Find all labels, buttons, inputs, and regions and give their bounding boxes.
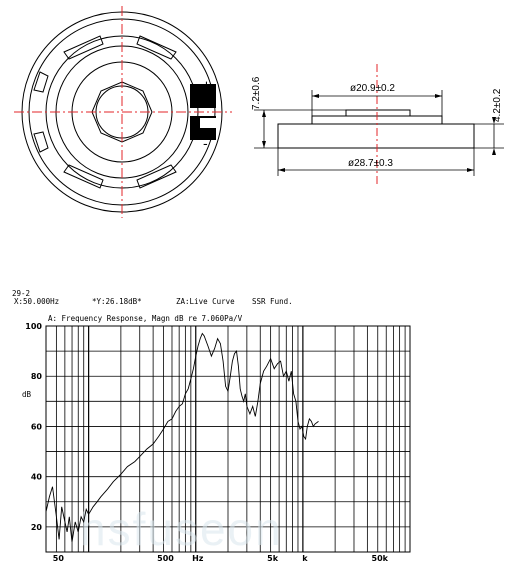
dim-top-diameter: ø20.9±0.2 [350, 83, 395, 94]
y-tick-label: 60 [30, 422, 42, 432]
y-unit-label: dB [22, 390, 32, 399]
terminal-plus-label: + [201, 79, 212, 94]
x-tick-label: 500 [157, 554, 174, 563]
y-tick-label: 100 [25, 322, 42, 331]
graph-title: A: Frequency Response, Magn dB re 7.060Pa/V [48, 314, 243, 323]
cursor-x-readout: X:50.000Hz [14, 297, 60, 306]
za-mode: ZA:Live Curve [176, 297, 235, 306]
graph-header [12, 289, 293, 323]
side-dome [346, 110, 410, 116]
front-view [14, 6, 232, 218]
x-tick-label: k [302, 554, 308, 563]
dim-total-height: 7.2±0.6 [251, 76, 262, 110]
x-tick-label: 50 [52, 554, 64, 563]
y-tick-label: 20 [30, 522, 42, 532]
dim-body-height: 4.2±0.2 [492, 88, 503, 122]
x-tick-label: Hz [192, 554, 204, 563]
y-tick-label: 80 [30, 372, 42, 382]
x-tick-label: 50k [371, 554, 388, 563]
vent-slot [64, 36, 103, 59]
vent-slot [34, 132, 48, 152]
cursor-y-readout: *Y:26.18dB* [92, 297, 142, 306]
vent-slot [34, 72, 48, 92]
side-body [278, 124, 474, 148]
ssr-mode: SSR Fund. [252, 297, 293, 306]
terminal-minus-label: - [203, 137, 208, 152]
x-tick-labels [53, 554, 389, 563]
graph-id: 29-2 [12, 289, 31, 298]
y-tick-labels [25, 322, 42, 532]
vent-slot [64, 165, 103, 188]
dim-outer-diameter: ø28.7±0.3 [348, 158, 393, 169]
terminal-notch [200, 118, 216, 128]
x-tick-label: 5k [267, 554, 279, 563]
watermark: hsfuseon [80, 503, 283, 555]
y-tick-label: 40 [30, 472, 42, 482]
frequency-response-plot [25, 322, 410, 563]
